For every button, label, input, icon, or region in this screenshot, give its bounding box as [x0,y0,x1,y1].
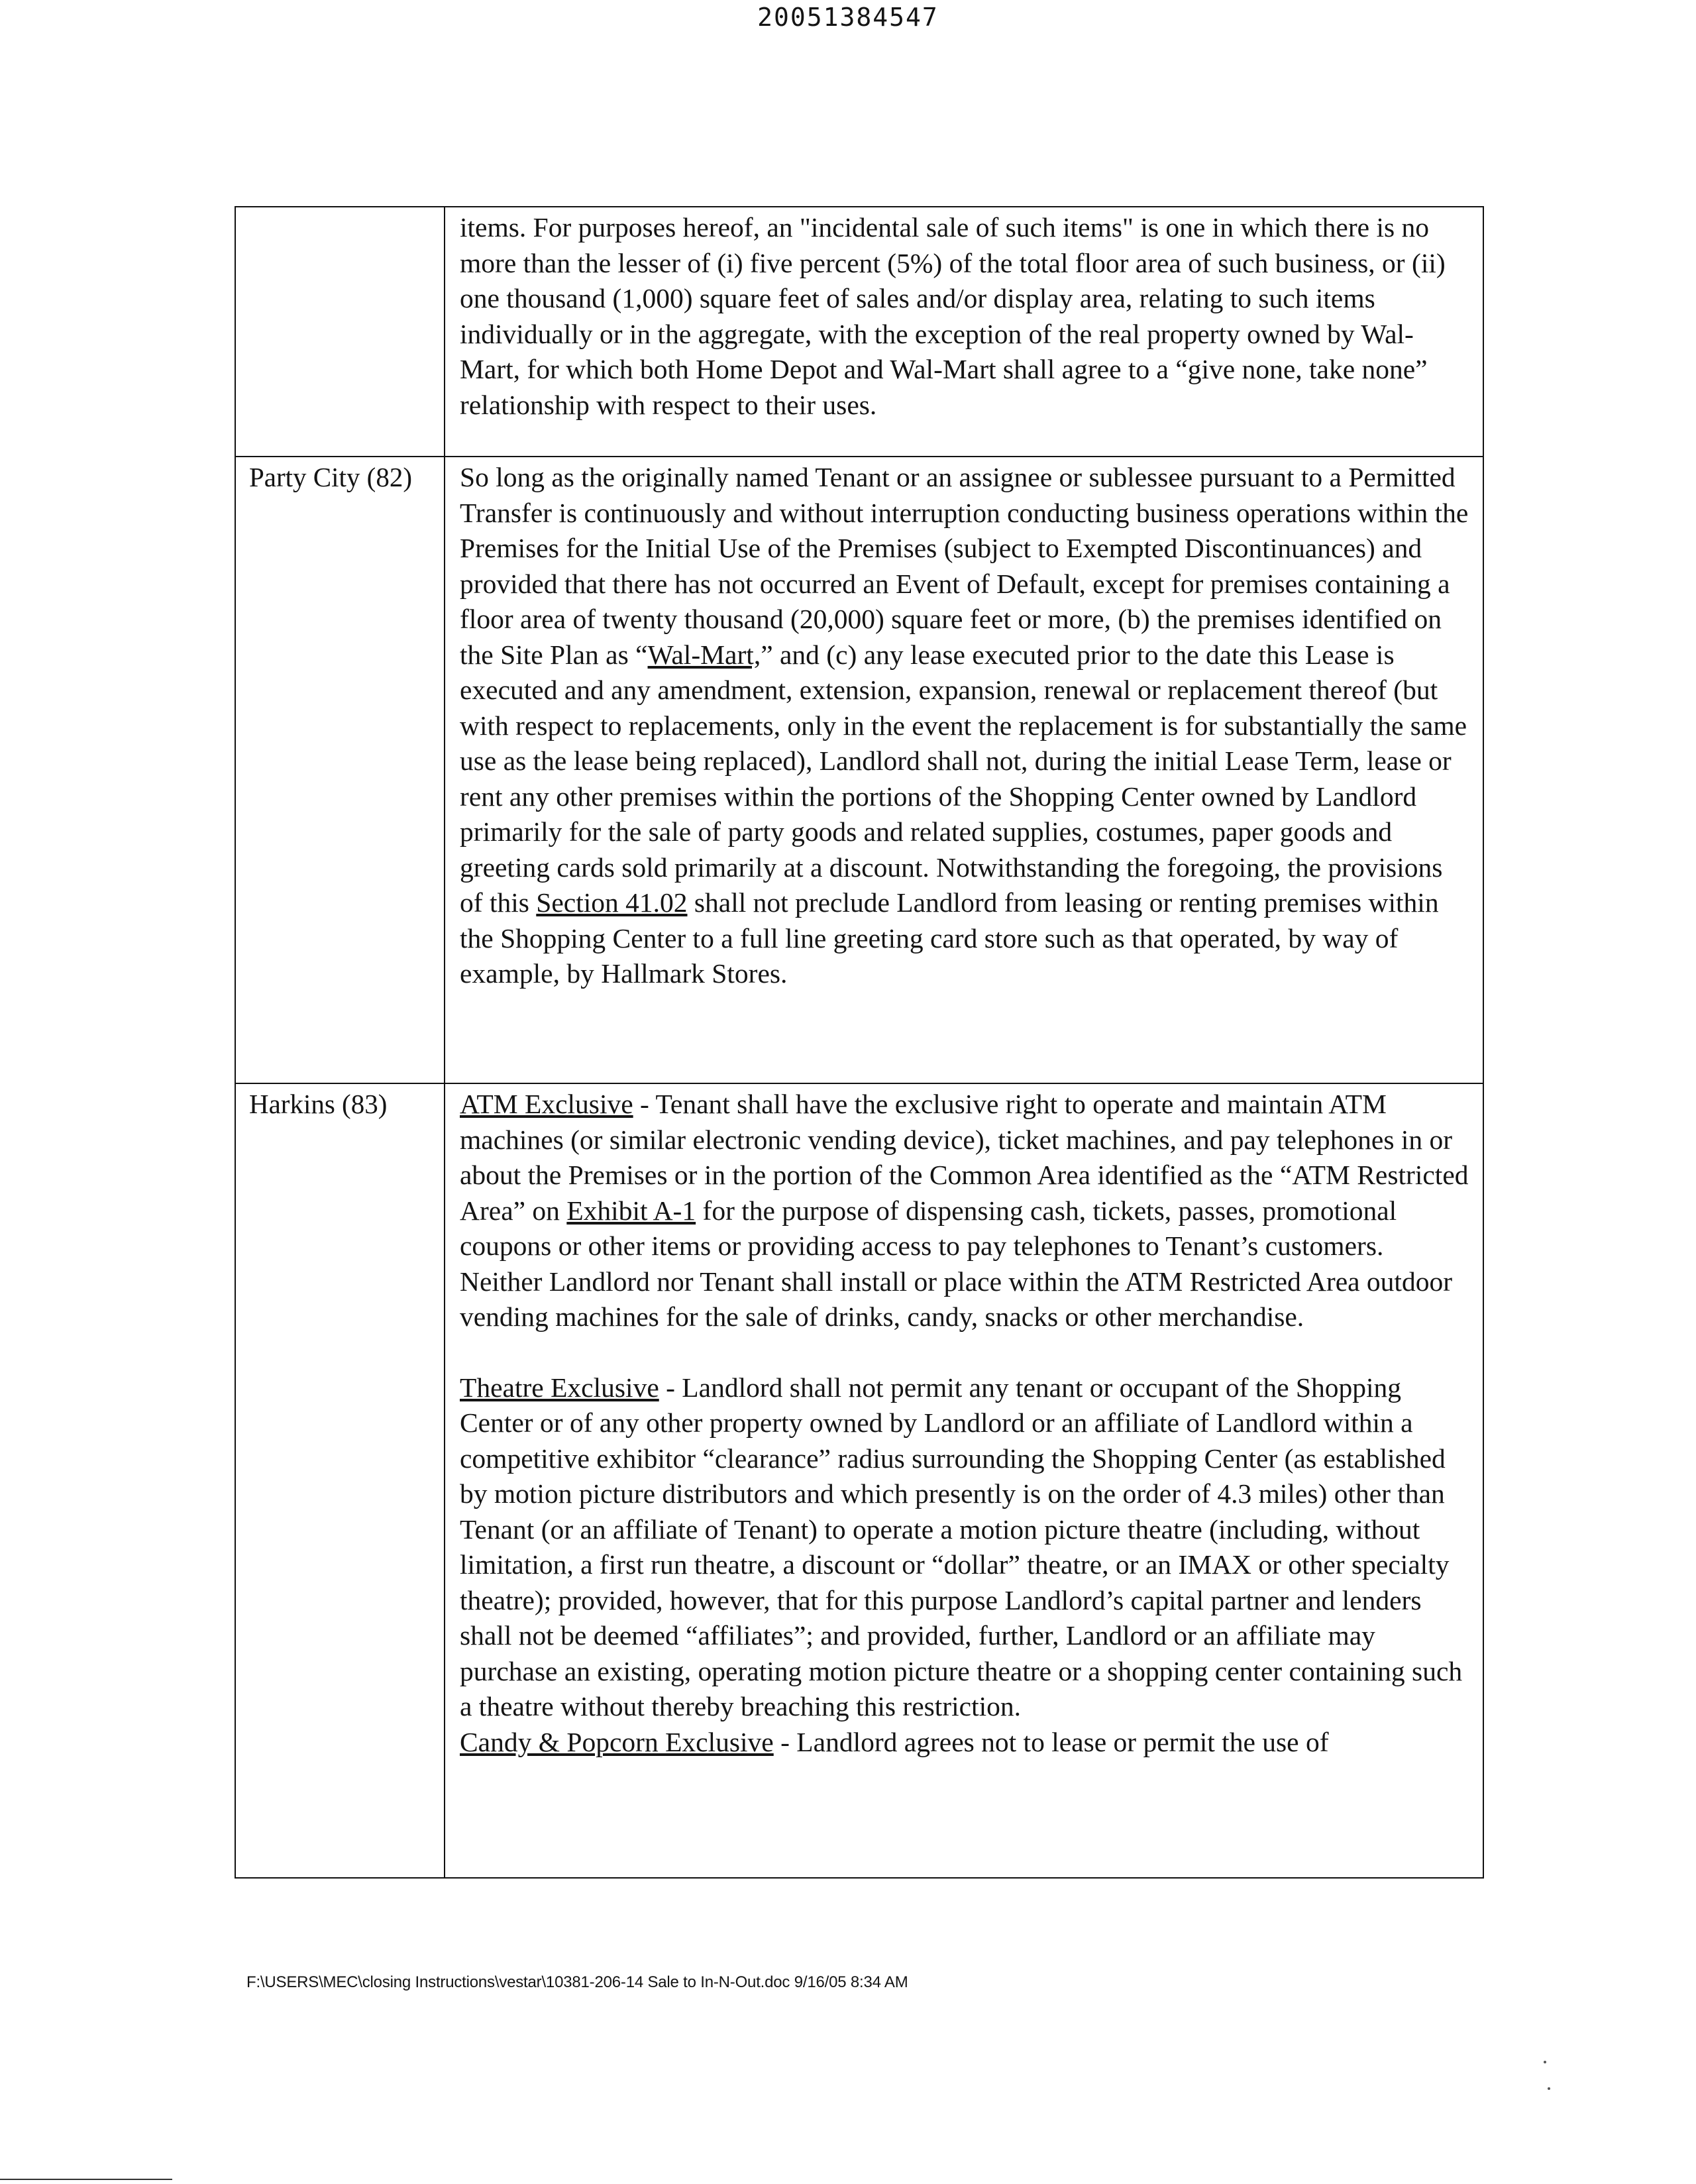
restriction-cell [460,1087,1472,1760]
atm-exclusive-paragraph: ATM Exclusive - Tenant shall have the exclusive right to operate and maintain ATM machines (or similar electronic vending device), ticket machines, and pay telephones in or about the Premises or in the portion of the Common Area identified as the “ATM Restricted Area” on Exhibit A-1 for the purpose of dispensing cash, tickets, passes, promotional coupons or other items or providing access to pay telephones to Tenant’s customers. Neither Landlord nor Tenant shall install or place within the ATM Restricted Area outdoor vending machines for the sale of drinks, candy, snacks or other merchandise. [460,1089,1469,1332]
table-row [236,1083,1483,1877]
restriction-cell [460,460,1472,992]
restriction-text: items. For purposes hereof, an "incidental sale of such items" is one in which there is no more than the lesser of (i) five percent (5%) of the total floor area of such business, or (ii) one thousand (1,000) square feet of sales and/or display area, relating to such items individually or in the aggregate, with the exception of the real property owned by Wal-Mart, for which both Home Depot and Wal-Mart shall agree to a “give none, take none” relationship with respect to their uses. [460,212,1446,420]
atm-exclusive-heading: ATM Exclusive [460,1089,633,1119]
restriction-text: So long as the originally named Tenant or an assignee or sublessee pursuant to a Permitted Transfer is continuously and without interruption conducting business operations within the Premises for the Initial Use of the Premises (subject to Exempted Discontinuances) and provided that there has not occurred an Event of Default, except for premises containing a floor area of twenty thousand (20,000) square feet or more, (b) the premises identified on the Site Plan as “Wal-Mart,” and (c) any lease executed prior to the date this Lease is executed and any amendment, extension, expansion, renewal or replacement thereof (but with respect to replacements, only in the event the replacement is for substantially the same use as the lease being replaced), Landlord shall not, during the initial Lease Term, lease or rent any other premises within the portions of the Shopping Center owned by Landlord primarily for the sale of party goods and related supplies, costumes, paper goods and greeting cards sold primarily at a discount. Notwithstanding the foregoing, the provisions of this Section 41.02 shall not preclude Landlord from leasing or renting premises within the Shopping Center to a full line greeting card store such as that operated, by way of example, by Hallmark Stores. [460,462,1469,989]
table-row [236,456,1483,1120]
exhibit-reference: Exhibit A-1 [566,1195,696,1226]
theatre-exclusive-paragraph: Theatre Exclusive - Landlord shall not permit any tenant or occupant of the Shopping Center or of any other property owned by Landlord or an affiliate of Landlord within a competitive exhibitor “clearance” radius surrounding the Shopping Center (as established by motion picture distributors and which presently is on the order of 4.3 miles) other than Tenant (or an affiliate of Tenant) to operate a motion picture theatre (including, without limitation, a first run theatre, a discount or “dollar” theatre, or an IMAX or other specialty theatre); provided, however, that for this purpose Landlord’s capital partner and lenders shall not be deemed “affiliates”; and provided, further, Landlord or an affiliate may purchase an existing, operating motion picture theatre or a shopping center containing such a theatre without thereby breaching this restriction. [460,1372,1463,1721]
restriction-cell [460,210,1472,423]
tenant-cell: Party City (82) [249,462,412,492]
exclusives-table [235,206,1484,1879]
tenant-cell: Harkins (83) [249,1089,388,1119]
scan-edge-line [0,2179,172,2180]
scan-speck [1548,2087,1550,2090]
scan-speck [1544,2061,1546,2063]
candy-exclusive-paragraph: Candy & Popcorn Exclusive - Landlord agrees not to lease or permit the use of [460,1726,1329,1757]
section-reference: Section 41.02 [536,887,688,918]
file-path-footer: F:\USERS\MEC\closing Instructions\vestar\10381-206-14 Sale to In-N-Out.doc 9/16/05 8:34 AM [246,1973,908,1991]
theatre-exclusive-heading: Theatre Exclusive [460,1372,659,1403]
candy-exclusive-heading: Candy & Popcorn Exclusive [460,1726,774,1757]
document-number: 20051384547 [757,3,939,32]
table-row [236,207,1483,456]
walmart-reference: Wal-Mart, [647,639,761,670]
